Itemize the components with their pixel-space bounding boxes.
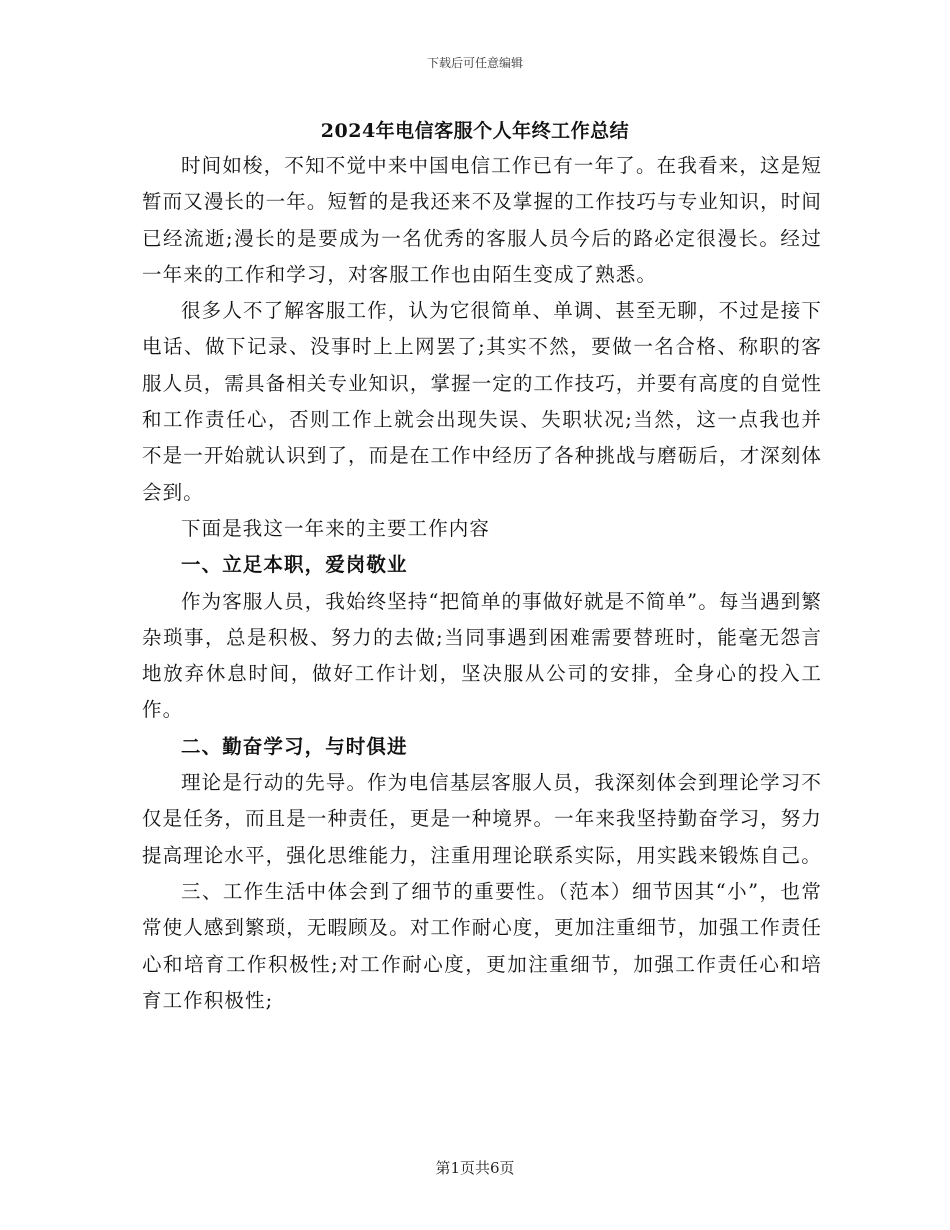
section-heading-2: 二、勤奋学习，与时俱进: [181, 734, 408, 758]
paragraph-work-intro: 下面是我这一年来的主要工作内容: [181, 516, 491, 540]
paragraph-section-3: 三、工作生活中体会到了细节的重要性。（范本）细节因其“小”，也常常使人感到繁琐，无暇顾及。对工作耐心度，更加注重细节，加强工作责任心和培育工作积极性;对工作耐心度，更加注重细节，加强工作责任心和培育工作积极性;: [142, 879, 822, 1012]
document-title: 2024年电信客服个人年终工作总结: [320, 120, 630, 142]
header-note: 下载后可任意编辑: [426, 56, 523, 70]
document-body: [142, 148, 822, 1019]
paragraph-misconception: 很多人不了解客服工作，认为它很简单、单调、甚至无聊，不过是接下电话、做下记录、没事时上上网罢了;其实不然，要做一名合格、称职的客服人员，需具备相关专业知识，掌握一定的工作技巧，并要有高度的自觉性和工作责任心，否则工作上就会出现失误、失职状况;当然，这一点我也并不是一开始就认识到了，而是在工作中经历了各种挑战与磨砺后，才深刻体会到。: [142, 299, 822, 504]
page-number: 第1页共6页: [435, 1159, 515, 1177]
paragraph-intro: 时间如梭，不知不觉中来中国电信工作已有一年了。在我看来，这是短暂而又漫长的一年。短暂的是我还来不及掌握的工作技巧与专业知识，时间已经流逝;漫长的是要成为一名优秀的客服人员今后的路必定很漫长。经过一年来的工作和学习，对客服工作也由陌生变成了熟悉。: [142, 154, 822, 286]
paragraph-section-2: 理论是行动的先导。作为电信基层客服人员，我深刻体会到理论学习不仅是任务，而且是一种责任，更是一种境界。一年来我坚持勤奋学习，努力提高理论水平，强化思维能力，注重用理论联系实际，用实践来锻炼自己。: [142, 771, 822, 867]
paragraph-section-1: 作为客服人员，我始终坚持“把简单的事做好就是不简单”。每当遇到繁杂琐事，总是积极、努力的去做;当同事遇到困难需要替班时，能毫无怨言地放弃休息时间，做好工作计划，坚决服从公司的安排，全身心的投入工作。: [142, 589, 822, 722]
section-heading-1: 一、立足本职，爱岗敬业: [181, 553, 408, 577]
